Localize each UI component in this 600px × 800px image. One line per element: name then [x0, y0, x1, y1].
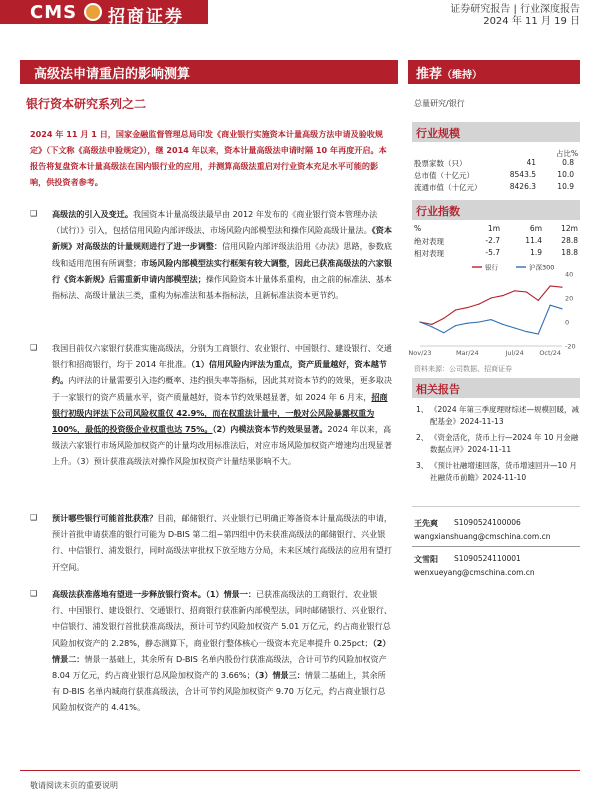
- top-bar: [0, 0, 600, 30]
- abstract: 2024 年 11 月 1 日，国家金融监督管理总局印发《商业银行实施资本计量高级方法申请及验收规定》（下文称《高级法申验规定》），继 2014 年以来，资本计量高级法申请时隔 10 年再度开启。本报告将复盘资本计量高级法在国内银行业的应用，并测算高级法重启对行业资本充足水平可能的影响，供投资者参考。: [30, 129, 387, 187]
- bullet-icon: ❑: [30, 589, 38, 598]
- data-point: [502, 295, 503, 296]
- para4-body3: 情景二基础上，其余所有 D-BIS 名单内城商行获准高级法，合计可节约风险加权资产 9.70 万亿元，约占商业银行总风险加权资产的 4.41%。: [52, 670, 386, 713]
- data-point: [502, 324, 503, 325]
- header-1m: 1m: [487, 224, 500, 233]
- data-point: [443, 318, 444, 319]
- data-point: [490, 297, 491, 298]
- related-list: [416, 404, 580, 488]
- para2-underline: 招商银行初级内评法下公司风险权重仅 42.9%，而在权重法计量中，一般对公风险暴露权重为 100%，最低的投资级企业权重也达 75%。: [52, 391, 388, 435]
- para1-body1: 我国资本计量高级法最早由 2012 年发布的《商业银行资本管理办法（试行）》引入，包括信用风险内部评级法、市场风险内部模型法和操作风险高级计量法。: [52, 209, 378, 236]
- data-point: [431, 324, 432, 325]
- footer-note: 敬请阅读末页的重要说明: [30, 781, 118, 790]
- data-point: [467, 307, 468, 308]
- related-text: 《2024 年第三季度理财综述—规模回暖，减配基金》2024-11-13: [430, 405, 579, 426]
- legend-label: 沪深300: [529, 263, 555, 272]
- industry-scale-row: [414, 158, 580, 170]
- y-tick-label: -20: [565, 342, 576, 351]
- industry-index-heading-text: 行业指数: [416, 205, 460, 218]
- analyst-name: 王先爽: [414, 519, 438, 528]
- para4-bold3: （3）情景三：: [254, 670, 305, 681]
- row-1m: -2.7: [485, 236, 500, 245]
- para1-bold2: 市场风险内部模型法实行框架有较大调整，因此已获准高级法的六家银行《资本新规》后需重新申请内部模型法；: [52, 257, 392, 284]
- related-text: 《资金活化，货币上行—2024 年 10 月金融数据点评》2024-11-11: [430, 433, 579, 454]
- row-label: 流通市值（十亿元）: [414, 183, 482, 192]
- chart-source: 资料来源：公司数据、招商证券: [414, 365, 512, 373]
- data-point: [514, 290, 515, 291]
- report-date: 2024 年 11 月 19 日: [483, 16, 580, 27]
- x-tick-label: Oct/24: [539, 349, 562, 357]
- row-label: 总市值（十亿元）: [414, 171, 474, 180]
- data-point: [550, 285, 551, 286]
- row-label: 相对表现: [414, 249, 444, 258]
- data-point: [479, 303, 480, 304]
- data-point: [561, 287, 562, 288]
- related-num: 1、: [416, 405, 429, 414]
- industry-index-heading: [412, 200, 580, 220]
- industry-index-chart: [408, 262, 580, 360]
- row-6m: 1.9: [530, 248, 542, 257]
- related-item[interactable]: [416, 404, 580, 428]
- bullet-icon: ❑: [30, 343, 38, 352]
- analyst-cert: S1090524110001: [454, 554, 521, 563]
- para2-bold1: （1）信用风险内评法为重点，资产质量越好，资本越节约。: [52, 359, 387, 386]
- data-point: [490, 319, 491, 320]
- data-point: [561, 308, 562, 309]
- header-label: %: [414, 224, 422, 233]
- paragraph-1: [30, 206, 392, 303]
- logo-text-cn: 招商证券: [108, 7, 184, 27]
- logo: [0, 0, 208, 27]
- industry-scale-heading: [412, 122, 580, 142]
- industry-scale-row: [414, 170, 580, 182]
- para1-bold1: 《资本新规》对高级法的计量规则进行了进一步调整：: [52, 225, 392, 252]
- rating: [416, 63, 482, 82]
- paragraph-3: [30, 510, 392, 575]
- industry-scale-unit: 占比%: [556, 149, 579, 158]
- rating-label: 推荐: [416, 67, 443, 82]
- y-tick-label: 20: [565, 294, 574, 303]
- related-item[interactable]: [416, 432, 580, 456]
- x-tick-label: Mar/24: [455, 349, 479, 357]
- data-point: [443, 332, 444, 333]
- para3-body1: 目前，邮储银行、兴业银行已明确正筹备资本计量高级法的申请，预计首批申请获准的银行可能为 D-BIS 第二组~第四组中仍未获准高级法的邮储银行、兴业银行、中信银行、浦发银行，同时高级法审批权下放至地方分局，未来区域行高级法的应用有望打开空间。: [52, 513, 392, 572]
- para2-body2: 内评法的计量需要引入违约概率、违约损失率等指标，因此其对资本节约的效果，更多取决于一家银行的资产质量水平，资产质量越好，资本节约效果越显著，如 2024 年 6 月末，: [52, 375, 392, 402]
- title-bar: [20, 60, 398, 84]
- sidebar-divider: [412, 506, 580, 507]
- data-point: [514, 327, 515, 328]
- y-tick-label: 0: [565, 318, 570, 327]
- data-point: [419, 321, 420, 322]
- para1-body3: 操作风险资本计量体系重构，由之前的标准法、基本指标法、高级计量法三类，重构为标准法和基本指标法，且新标准法资本更节约。: [52, 273, 392, 301]
- para2-body3: 2024 年以来，高级法六家银行市场风险加权资产的计量均改用标准法后，对应市场风险加权资产增速均出现显著上升。（3）预计获准高级法对操作风险加权资产计量结果影响不大。: [52, 424, 392, 467]
- data-point: [467, 323, 468, 324]
- header-6m: 6m: [529, 224, 542, 233]
- y-tick-label: 40: [565, 270, 574, 279]
- para1-body2: 信用风险内部评级法沿用《办法》思路，参数底线和适用范围有所调整；: [52, 241, 392, 268]
- data-point: [550, 305, 551, 306]
- data-point: [455, 309, 456, 310]
- series-line-bank: [420, 286, 562, 324]
- para2-body1: 我国目前仅六家银行获准实施高级法，分别为工商银行、农业银行、中国银行、建设银行、交通银行和招商银行，均于 2014 年批准。: [52, 343, 392, 370]
- row-pct: 10.0: [557, 170, 574, 179]
- paragraph-4: [30, 586, 392, 716]
- para2-bold2: （2）内模法资本节约效果显著。: [212, 424, 328, 435]
- row-pct: 0.8: [562, 158, 574, 167]
- report-title: 高级法申请重启的影响测算: [34, 67, 191, 82]
- row-value: 8543.5: [509, 170, 536, 179]
- x-tick-label: Jul/24: [505, 349, 524, 357]
- data-point: [526, 291, 527, 292]
- data-point: [455, 325, 456, 326]
- para4-bold2: （2）情景二：: [52, 637, 391, 664]
- row-value: 41: [526, 158, 536, 167]
- related-heading-text: 相关报告: [416, 383, 460, 396]
- analyst-type: 总量研究/银行: [414, 99, 465, 108]
- related-num: 2、: [416, 433, 429, 442]
- row-label: 股票家数（只）: [414, 159, 467, 168]
- row-6m: 11.4: [525, 236, 542, 245]
- row-12m: 18.8: [561, 248, 578, 257]
- index-row: [414, 236, 580, 248]
- industry-scale-row: [414, 182, 580, 194]
- para4-body1: 已获准高级法的工商银行、农业银行、中国银行、建设银行、交通银行、招商银行获准新内部模型法，同时邮储银行、兴业银行、中信银行、浦发银行首批获准高级法，预计可节约风险加权资产 5.01 万亿元，约占商业银行总风险加权资产的 2.28%，静态测算下，商业银行整体核心一级资本充足率提升 0.25pct；: [52, 589, 392, 648]
- header-12m: 12m: [561, 224, 578, 233]
- related-text: 《预计社融增速回落，货币增速回升—10 月社融货币前瞻》2024-11-10: [430, 461, 577, 482]
- index-row: [414, 248, 580, 260]
- related-heading: [412, 378, 580, 398]
- paragraph-2: [30, 340, 392, 470]
- analyst-email[interactable]: wangxianshuang@cmschina.com.cn: [414, 532, 551, 541]
- x-tick-label: Nov/23: [408, 349, 432, 357]
- bullet-icon: ❑: [30, 209, 38, 218]
- para4-lead: 高级法获准落地有望进一步释放银行资本。: [52, 589, 206, 599]
- row-value: 8426.3: [509, 182, 536, 191]
- analyst-divider: [412, 546, 580, 547]
- footer-line: [20, 770, 580, 771]
- related-num: 3、: [416, 461, 429, 470]
- para4-body2: 情景一基础上，其余所有 D-BIS 名单内股份行获准高级法，合计可节约风险加权资产 8.04 万亿元，约占商业银行总风险加权资产的 3.66%；: [52, 653, 387, 681]
- bullet-icon: ❑: [30, 513, 38, 522]
- logo-emblem-icon: [84, 3, 102, 21]
- row-12m: 28.8: [561, 236, 578, 245]
- analyst-cert: S1090524100006: [454, 518, 521, 527]
- index-header-row: [414, 224, 580, 236]
- para3-lead: 预计哪些银行可能首批获准？: [52, 513, 158, 523]
- logo-text-en: CMS: [30, 2, 78, 23]
- related-item[interactable]: [416, 460, 580, 484]
- data-point: [538, 300, 539, 301]
- report-subtitle: 银行资本研究系列之二: [26, 97, 147, 111]
- row-pct: 10.9: [557, 182, 574, 191]
- rating-bar: [408, 60, 580, 84]
- data-point: [479, 321, 480, 322]
- data-point: [526, 331, 527, 332]
- data-point: [431, 326, 432, 327]
- report-type: 证券研究报告 | 行业深度报告: [450, 4, 580, 15]
- rating-sub: （维持）: [442, 70, 483, 81]
- analyst-email[interactable]: wenxueyang@cmschina.com.cn: [414, 568, 535, 577]
- para4-bold1: （1）情景一：: [205, 589, 256, 599]
- data-point: [538, 333, 539, 334]
- legend-label: 银行: [485, 263, 498, 272]
- industry-scale-heading-text: 行业规模: [416, 127, 460, 140]
- para1-lead: 高级法的引入及变迁。: [52, 209, 133, 219]
- row-label: 绝对表现: [414, 237, 444, 246]
- analyst-name: 文雪阳: [414, 555, 438, 564]
- row-1m: -5.7: [485, 248, 500, 257]
